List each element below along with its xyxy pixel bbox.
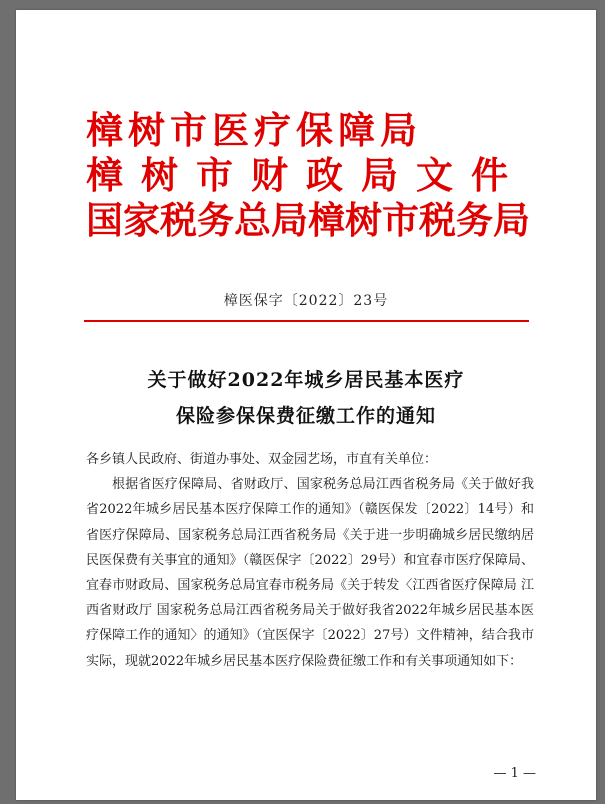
red-divider-rule [84, 320, 529, 322]
body-paragraph: 根据省医疗保障局、省财政厅、国家税务总局江西省税务局《关于做好我省2022年城乡居民基本医疗保障工作的通知》（赣医保发〔2022〕14号）和省医疗保障局、国家税务总局江西省税务局《关于进一步明确城乡居民缴纳居民医保费有关事宜的通知》（赣医保字〔2022〕29号）和宜春市医疗保障局、宜春市财政局、国家税务总局宜春市税务局《关于转发〈江西省医疗保障局 江西省财政厅 国家税务总局江西省税务局关于做好我省2022年城乡居民基本医疗保障工作的通知〉的通知》（宜医保字〔2022〕27号）文件精神，结合我市实际，现就2022年城乡居民基本医疗保险费征缴工作和有关事项通知如下： [86, 477, 534, 669]
document-body [86, 447, 534, 674]
document-page [16, 10, 596, 800]
header-line-tax-bureau: 国家税务总局樟树市税务局 [86, 199, 530, 242]
page-number: — 1 — [493, 766, 536, 781]
document-number: 樟医保字〔2022〕23号 [223, 293, 389, 309]
salutation: 各乡镇人民政府、街道办事处、双金园艺场，市直有关单位： [86, 452, 438, 467]
document-title [16, 362, 596, 434]
title-line-1: 关于做好2022年城乡居民基本医疗 [147, 369, 465, 391]
header-line-medical-security-bureau: 樟树市医疗保障局 [86, 109, 422, 152]
title-line-2: 保险参保保费征缴工作的通知 [175, 405, 436, 427]
header-line-finance-bureau: 樟树市财政局文件 [86, 154, 526, 197]
issuing-authority-header [86, 108, 530, 243]
